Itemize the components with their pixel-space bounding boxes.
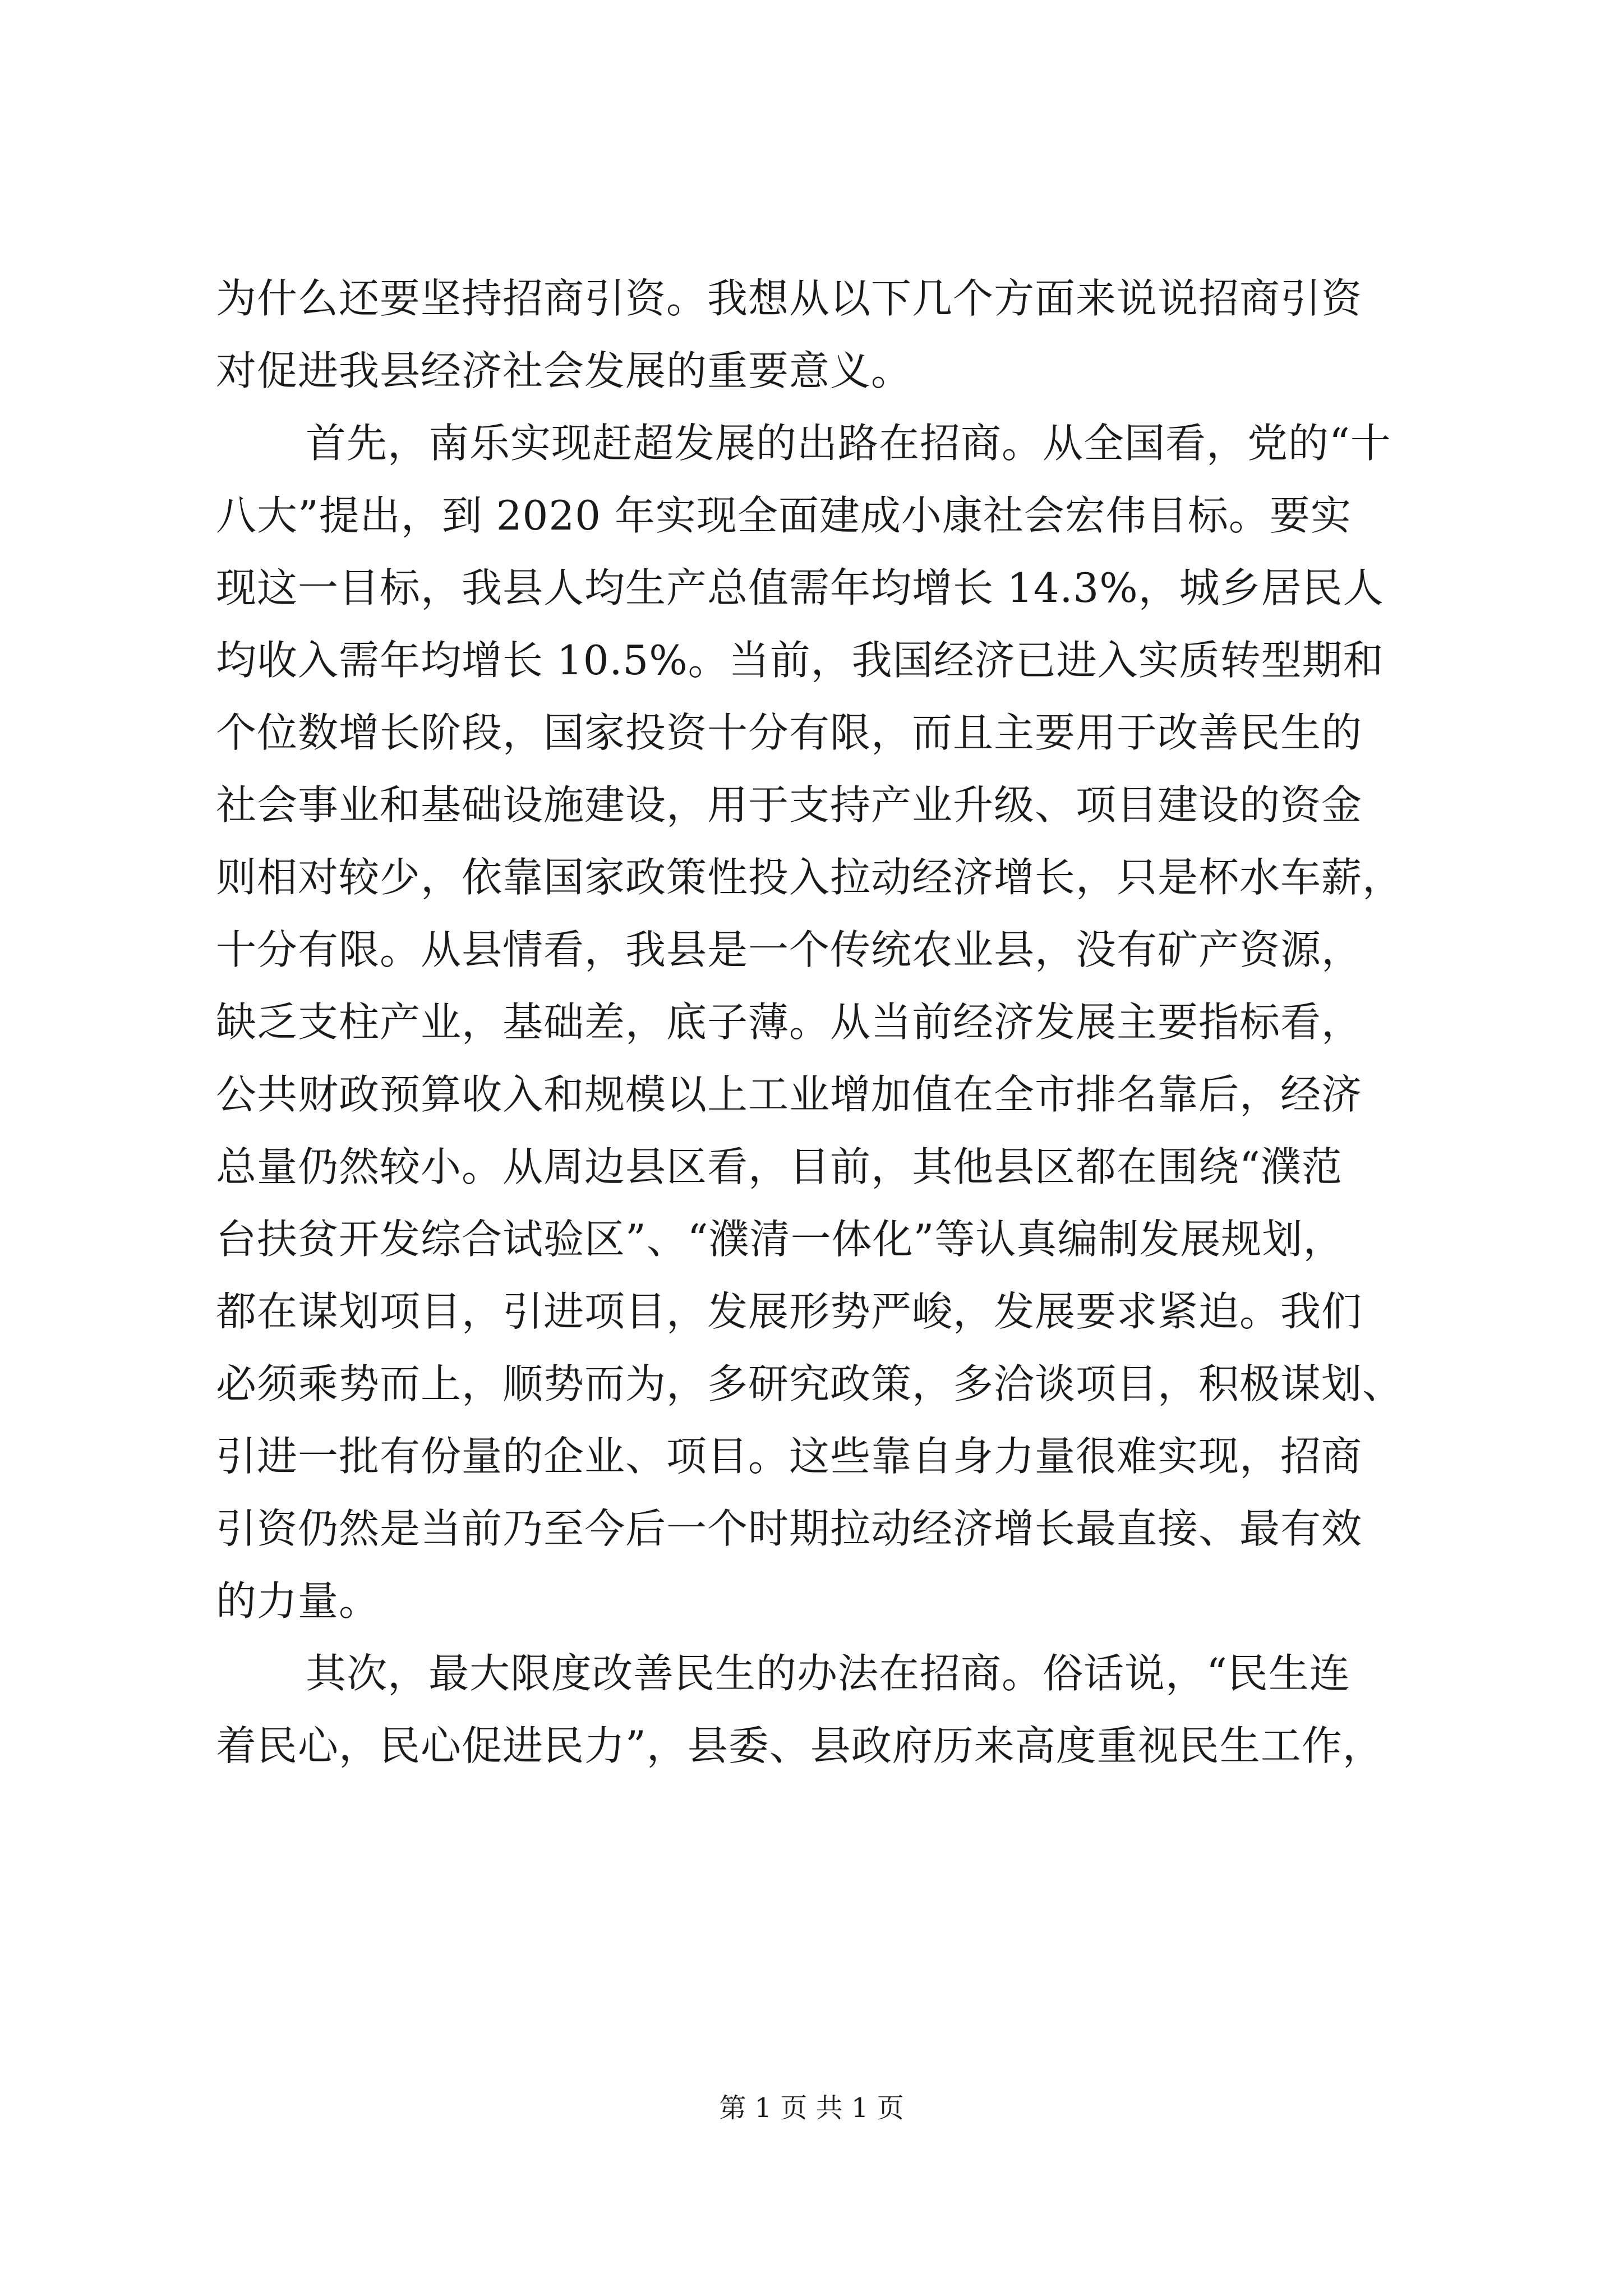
text-line: 台扶贫开发综合试验区”、“濮清一体化”等认真编制发展规划， (216, 1216, 1344, 1263)
text-line: 社会事业和基础设施建设，用于支持产业升级、项目建设的资金 (216, 781, 1363, 829)
body-text (216, 263, 1422, 1782)
text-line: 八大”提出，到 2020 年实现全面建成小康社会宏伟目标。要实 (216, 492, 1352, 539)
text-line: 着民心，民心促进民力”，县委、县政府历来高度重视民生工作， (216, 1722, 1384, 1769)
text-line: 对促进我县经济社会发展的重要意义。 (216, 347, 912, 394)
text-line: 现这一目标，我县人均生产总值需年均增长 14.3%，城乡居民人 (216, 564, 1384, 611)
text-line: 十分有限。从县情看，我县是一个传统农业县，没有矿产资源， (216, 926, 1363, 973)
text-line: 必须乘势而上，顺势而为，多研究政策，多洽谈项目，积极谋划、 (216, 1360, 1404, 1407)
text-line: 的力量。 (216, 1577, 380, 1625)
text-line: 引进一批有份量的企业、项目。这些靠自身力量很难实现，招商 (216, 1433, 1363, 1480)
text-line: 缺乏支柱产业，基础差，底子薄。从当前经济发展主要指标看， (216, 999, 1363, 1046)
text-line: 引资仍然是当前乃至今后一个时期拉动经济增长最直接、最有效 (216, 1505, 1363, 1552)
text-line: 公共财政预算收入和规模以上工业增加值在全市排名靠后，经济 (216, 1071, 1363, 1118)
paragraph-first-line: 首先，南乐实现赶超发展的出路在招商。从全国看，党的“十 (306, 420, 1391, 467)
text-line: 为什么还要坚持招商引资。我想从以下几个方面来说说招商引资 (216, 275, 1363, 322)
text-line: 都在谋划项目，引进项目，发展形势严峻，发展要求紧迫。我们 (216, 1288, 1363, 1335)
text-line: 则相对较少，依靠国家政策性投入拉动经济增长，只是杯水车薪， (216, 854, 1404, 901)
text-line: 均收入需年均增长 10.5%。当前，我国经济已进入实质转型期和 (216, 637, 1384, 684)
paragraph-first-line: 其次，最大限度改善民生的办法在招商。俗话说，“民生连 (306, 1650, 1350, 1697)
page-number-footer: 第 1 页 共 1 页 (719, 2092, 904, 2124)
text-line: 总量仍然较小。从周边县区看，目前，其他县区都在围绕“濮范 (216, 1143, 1343, 1190)
text-line: 个位数增长阶段，国家投资十分有限，而且主要用于改善民生的 (216, 709, 1363, 756)
